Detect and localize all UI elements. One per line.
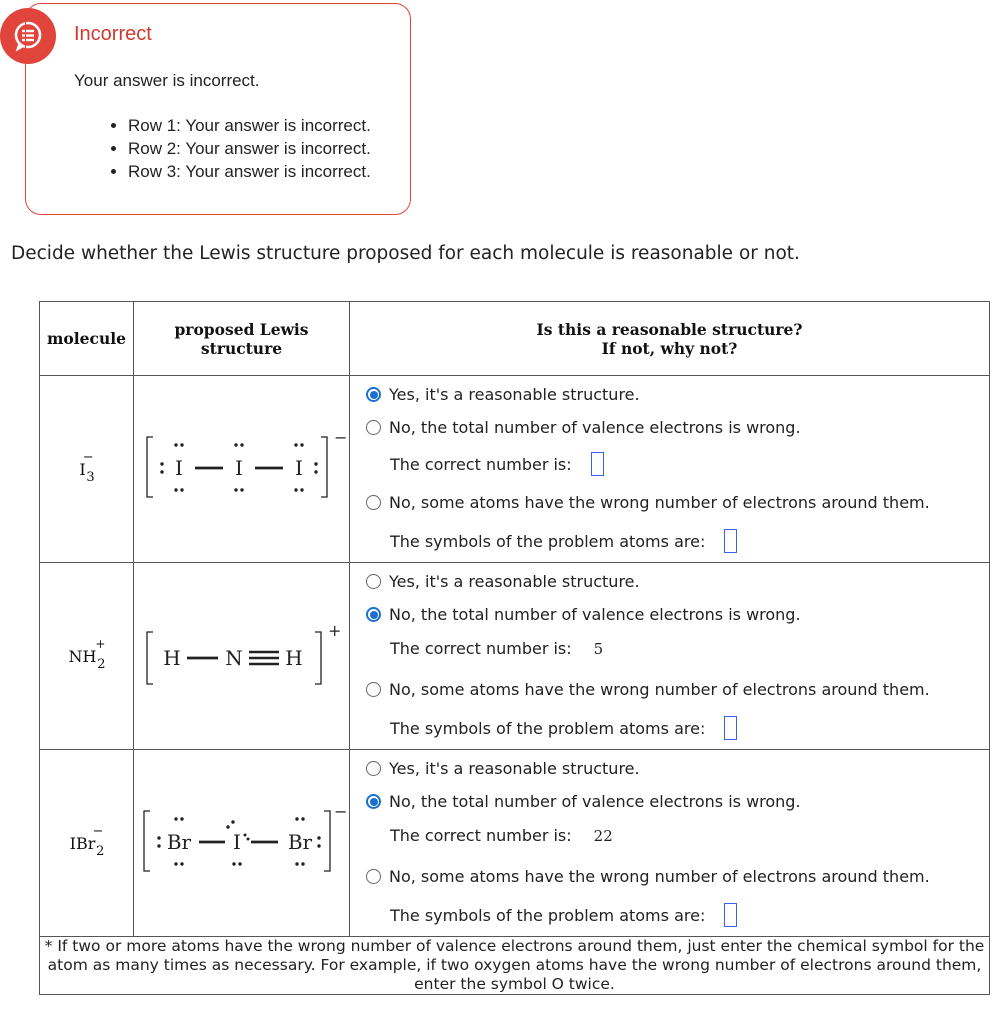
problem-atoms-line: The symbols of the problem atoms are: [390,529,737,553]
feedback-item: • Row 1: Your answer is incorrect. [128,114,371,137]
correct-number-value[interactable]: 22 [593,826,613,845]
header-lewis: proposed Lewis structure [134,302,350,376]
molecule-cell [40,750,134,937]
radio-button[interactable] [366,607,381,622]
problem-atoms-input[interactable] [724,716,737,740]
feedback-item: • Row 2: Your answer is incorrect. [128,137,371,160]
lewis-structure-cell [134,376,350,563]
correct-number-value[interactable]: 5 [593,639,604,658]
table-row [40,376,990,563]
radio-button[interactable] [366,794,381,809]
molecule-subscript: 2 [97,656,106,672]
radio-button[interactable] [366,761,381,776]
question-prompt: Decide whether the Lewis structure proposed for each molecule is reasonable or not. [11,243,800,264]
feedback-item: • Row 3: Your answer is incorrect. [128,160,371,183]
lewis-charge: − [334,802,348,821]
problem-atoms-input[interactable] [724,903,737,927]
radio-button[interactable] [366,495,381,510]
problem-atoms-line: The symbols of the problem atoms are: [390,716,737,740]
molecule-symbol: I [79,459,86,479]
table-row [40,563,990,750]
molecule-subscript: 3 [86,469,95,485]
molecule-cell [40,563,134,750]
radio-button[interactable] [366,682,381,697]
lewis-atom: I [233,830,241,854]
lewis-atom: N [224,646,243,670]
lewis-table [39,301,990,995]
radio-button[interactable] [366,869,381,884]
radio-button[interactable] [366,387,381,402]
correct-number-input[interactable] [591,452,604,476]
lewis-structure-nh2 [142,614,342,694]
option-no-total[interactable]: No, the total number of valence electrons is wrong. [366,792,801,811]
option-no-total[interactable]: No, the total number of valence electrons is wrong. [366,418,801,437]
option-no-atoms[interactable]: No, some atoms have the wrong number of electrons around them. [366,680,930,699]
radio-button[interactable] [366,420,381,435]
header-molecule: molecule [40,302,134,376]
lewis-charge: + [327,621,341,640]
lewis-atom: Br [166,830,192,854]
lewis-structure-cell [134,750,350,937]
radio-button[interactable] [366,574,381,589]
answer-options [350,376,990,563]
correct-number-line: The correct number is: 5 [390,639,604,658]
feedback-list [106,114,371,183]
lewis-atom: H [162,646,181,670]
option-yes[interactable]: Yes, it's a reasonable structure. [366,385,640,404]
lewis-atom: I [294,456,303,480]
option-yes[interactable]: Yes, it's a reasonable structure. [366,759,640,778]
problem-atoms-input[interactable] [724,529,737,553]
molecule-charge: + [95,636,106,651]
lewis-atom: I [234,456,243,480]
answer-options [350,563,990,750]
molecule-cell [40,376,134,563]
lewis-charge: − [333,428,347,447]
answer-options [350,750,990,937]
lewis-atom: Br [287,830,313,854]
header-question: Is this a reasonable structure? If not, why not? [350,302,990,376]
option-no-total[interactable]: No, the total number of valence electrons is wrong. [366,605,801,624]
problem-atoms-line: The symbols of the problem atoms are: [390,903,737,927]
lewis-structure-ibr2 [139,801,348,881]
molecule-charge: − [82,449,94,465]
correct-number-line: The correct number is: 22 [390,826,613,845]
table-row [40,750,990,937]
lewis-atom: I [174,456,183,480]
molecule-charge: − [92,823,104,839]
footnote-row [40,937,990,995]
feedback-panel [25,3,411,215]
option-yes[interactable]: Yes, it's a reasonable structure. [366,572,640,591]
molecule-symbol: NH [68,646,97,666]
option-no-atoms[interactable]: No, some atoms have the wrong number of electrons around them. [366,493,930,512]
lewis-structure-cell [134,563,350,750]
table-header-row [40,302,990,376]
molecule-symbol: IBr [69,833,96,853]
feedback-title: Incorrect [74,23,152,45]
lewis-atom: H [284,646,303,670]
feedback-message: Your answer is incorrect. [74,71,260,90]
option-no-atoms[interactable]: No, some atoms have the wrong number of electrons around them. [366,867,930,886]
lewis-structure-i3 [142,427,347,507]
molecule-subscript: 2 [96,843,105,859]
footnote: * If two or more atoms have the wrong number of valence electrons around them, just enter the chemical symbol for the atom as many times as necessary. For example, if two oxygen atoms have the wrong number of electrons around them, enter the symbol O twice. [40,937,990,995]
correct-number-line: The correct number is: [390,452,604,476]
